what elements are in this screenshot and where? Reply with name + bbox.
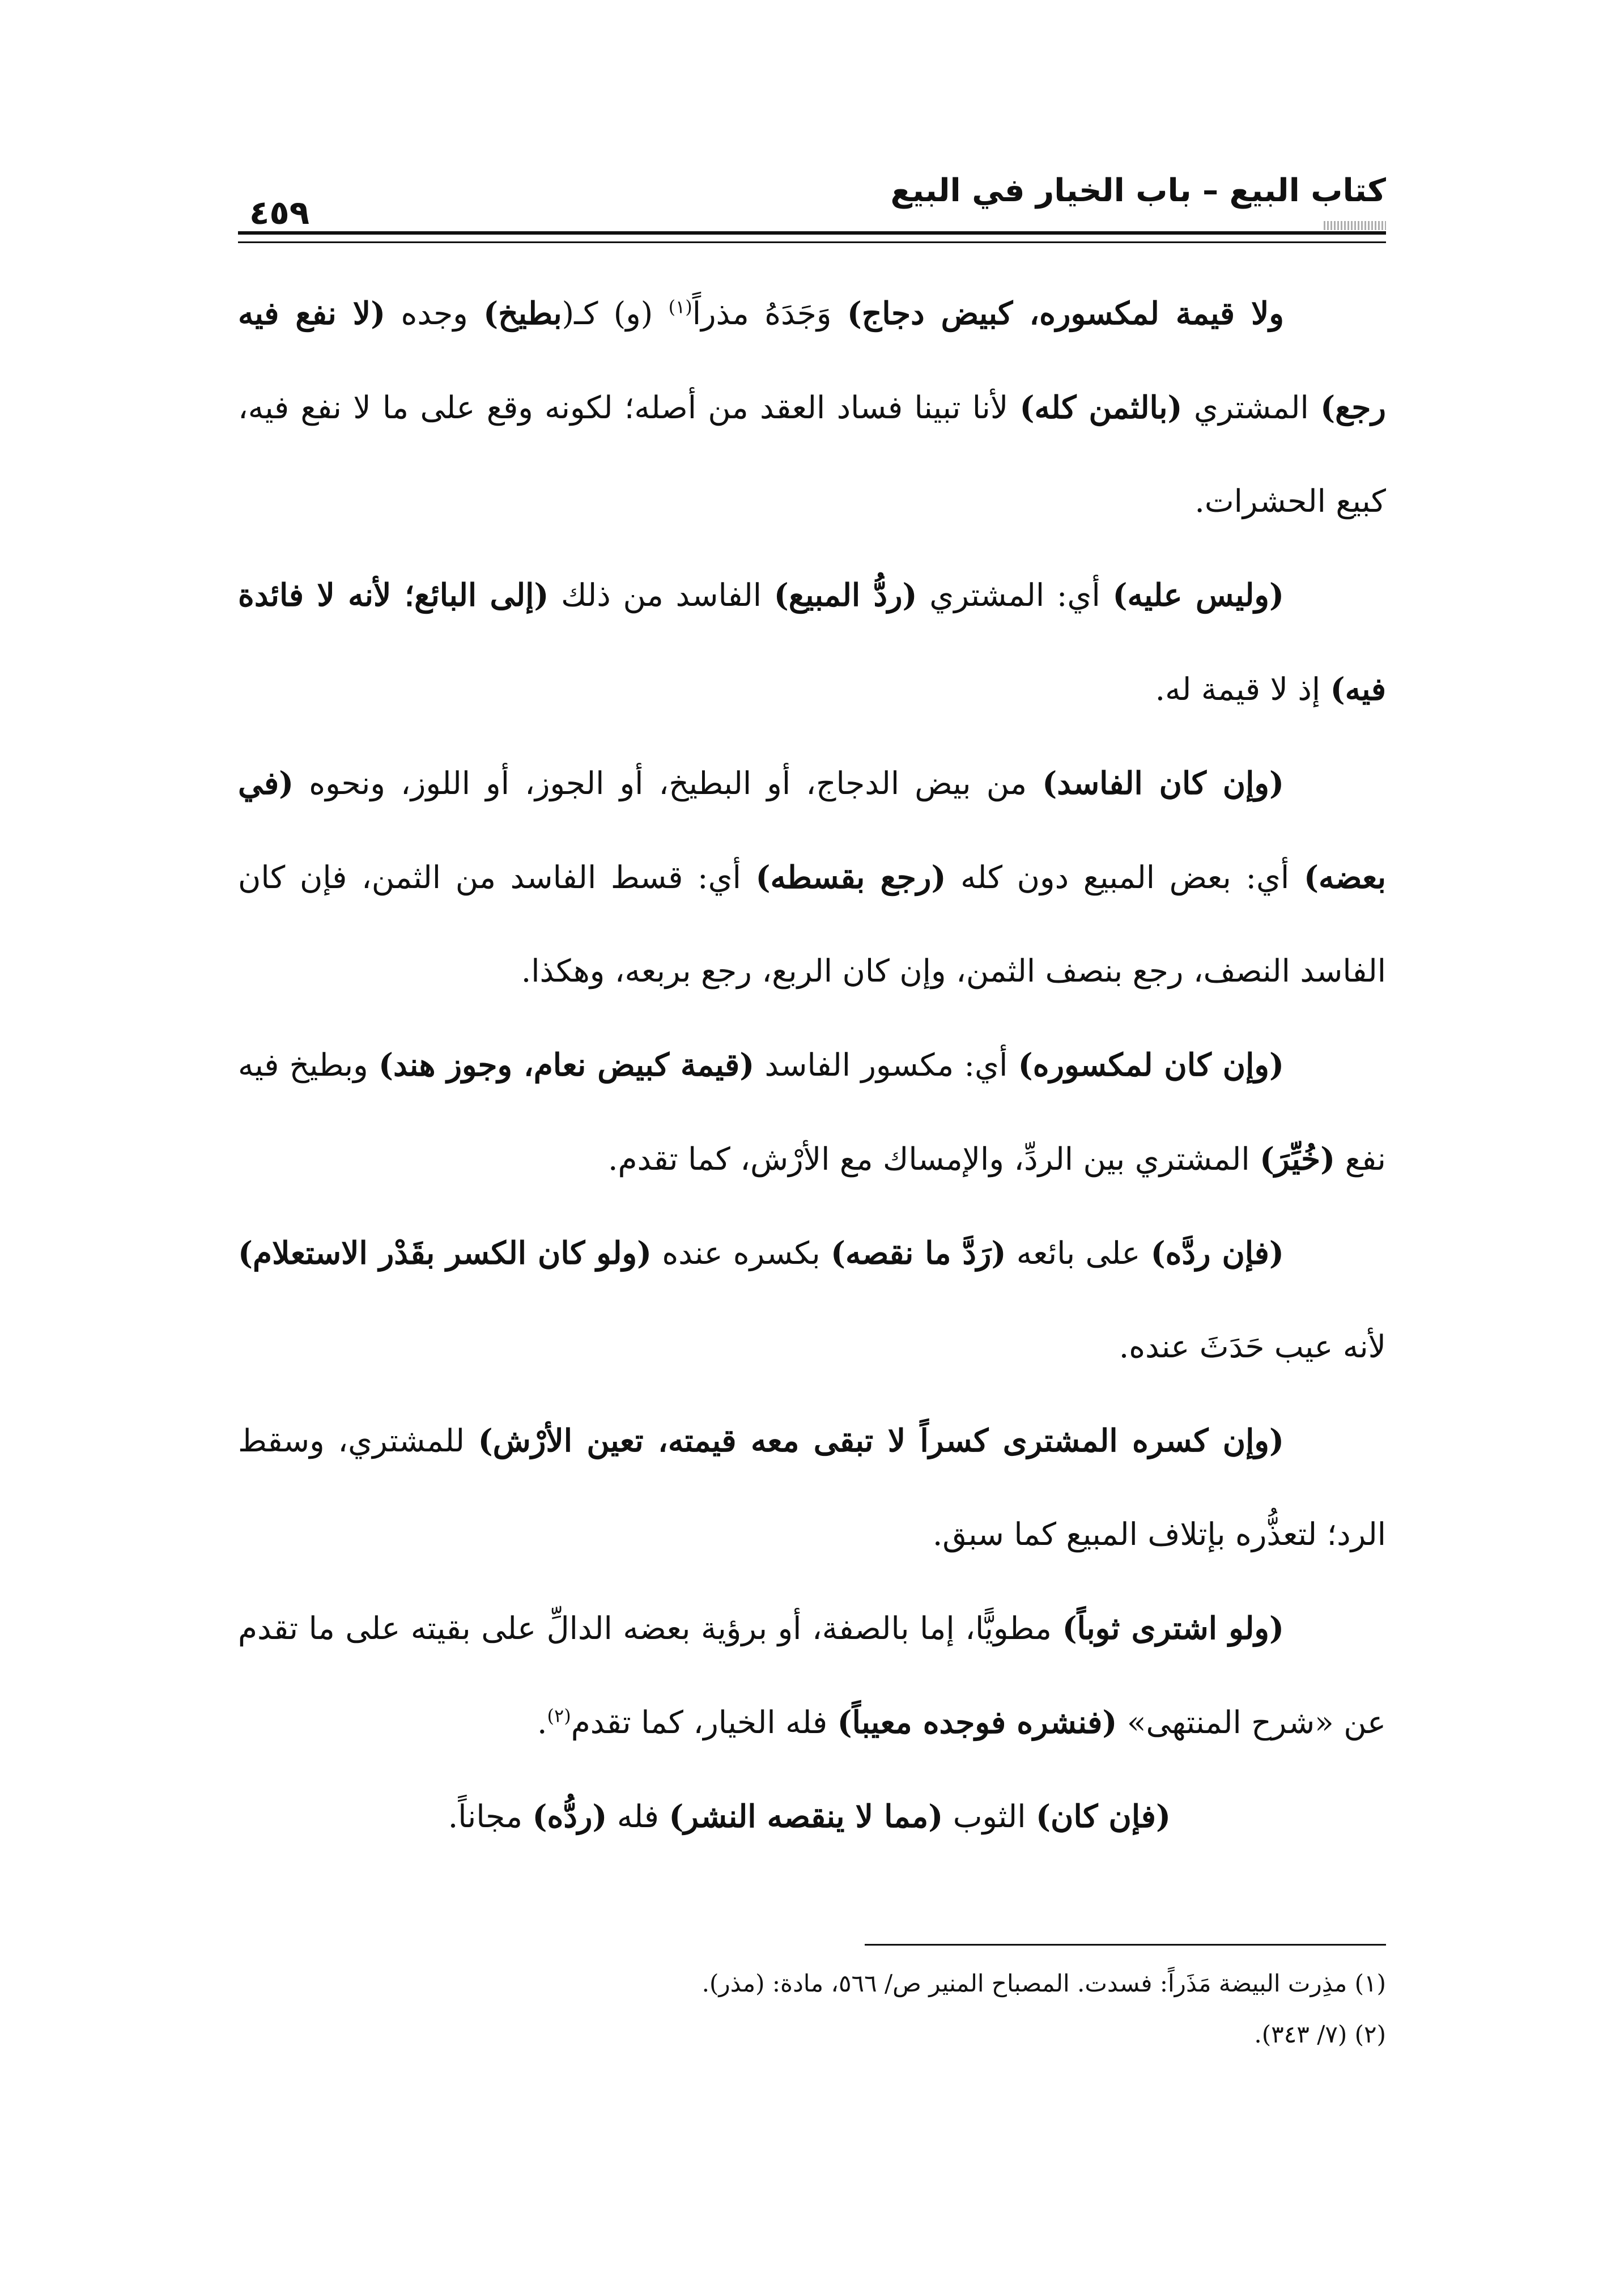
matn-text: (بالثمن كله) — [1019, 389, 1183, 426]
paragraph — [238, 548, 1386, 736]
page-number: ٤٥٩ — [249, 193, 310, 232]
footnote-2: (٢) (٧/ ٣٤٣). — [1254, 2020, 1386, 2048]
sharh-text: المشتري بين الردِّ، والإمساك مع الأرْش، كما تقدم. — [608, 1141, 1260, 1177]
footnote-marker: (١) — [668, 296, 692, 318]
matn-text: (لا نفع فيه رجع) — [238, 295, 1386, 426]
sharh-text: وبطيخ فيه نفع — [238, 1047, 1386, 1177]
matn-text: (وليس عليه) — [1112, 576, 1285, 613]
sharh-text: على بائعه — [1006, 1235, 1151, 1271]
matn-text: (إلى البائع؛ لأنه لا فائدة فيه) — [238, 576, 1386, 707]
sharh-text: مطويًّا، إما بالصفة، أو برؤية بعضه الدالِّ على بقيته على ما تقدم عن «شرح المنتهى» — [238, 1610, 1386, 1740]
sharh-text: فله الخيار، كما تقدم — [571, 1704, 837, 1740]
sharh-text: أي: قسط الفاسد من الثمن، فإن كان الفاسد النصف، رجع بنصف الثمن، وإن كان الربع، رجع بربعه، وهكذا. — [238, 859, 1386, 989]
sharh-text: لأنه عيب حَدَثَ عنده. — [1119, 1328, 1386, 1365]
sharh-text: الفاسد من ذلك — [549, 577, 774, 613]
footnote-marker: (٢) — [547, 1705, 571, 1727]
sharh-text: بكسره عنده — [652, 1235, 831, 1271]
matn-text: (في بعضه) — [238, 765, 1386, 895]
running-header — [238, 164, 1386, 238]
sharh-text: وجده — [385, 295, 484, 332]
matn-text: (فنشره فوجده معيباً) — [837, 1704, 1117, 1740]
matn-text: (ردُّه) — [532, 1798, 607, 1835]
sharh-text: . — [537, 1704, 547, 1740]
matn-text: (رَدَّ ما نقصه) — [830, 1234, 1006, 1271]
sharh-text: إذ لا قيمة له. — [1155, 671, 1330, 707]
matn-text: (فإن ردَّه) — [1150, 1234, 1284, 1271]
sharh-text: أي: المشتري — [917, 577, 1113, 613]
matn-text: (ولو اشترى ثوباً) — [1062, 1610, 1284, 1646]
paragraph — [238, 1206, 1386, 1394]
paragraph — [238, 1394, 1386, 1581]
matn-text: (ولو كان الكسر بقَدْر الاستعلام) — [238, 1234, 652, 1271]
footnotes — [238, 1958, 1386, 2060]
matn-text: (ردُّ المبيع) — [773, 576, 917, 613]
sharh-text: لأنا تبينا فساد العقد من أصله؛ لكونه وقع على ما لا نفع فيه، كبيع الحشرات. — [238, 389, 1386, 519]
header-rule — [238, 231, 1386, 243]
footnote-1: (١) مذِرت البيضة مَذَراً: فسدت. المصباح المنير ص/ ٥٦٦، مادة: (مذر). — [702, 1969, 1386, 1997]
matn-text: (وإن كان لمكسوره) — [1018, 1046, 1284, 1083]
matn-text: بطيخ) — [483, 295, 562, 332]
paragraph — [238, 1769, 1386, 1863]
matn-text: (رجع بقسطه) — [755, 859, 946, 895]
sharh-text: من بيض الدجاج، أو البطيخ، أو الجوز، أو اللوز، ونحوه — [294, 765, 1043, 801]
sharh-text: للمشتري، وسقط الرد؛ لتعذُّره بإتلاف المبيع كما سبق. — [238, 1422, 1386, 1552]
matn-text: (وإن كسره المشترى كسراً لا تبقى معه قيمته، تعين الأرْش) — [478, 1422, 1284, 1459]
sharh-text: المشتري — [1182, 389, 1321, 426]
matn-text: (فإن كان) — [1036, 1798, 1171, 1835]
header-rule-shade — [1324, 221, 1386, 230]
chapter-title: كتاب البيع – باب الخيار في البيع — [890, 172, 1386, 209]
paragraph — [238, 1018, 1386, 1206]
paragraph — [238, 736, 1386, 1018]
sharh-text: (و) كـ( — [562, 295, 669, 332]
sharh-text: فله — [607, 1798, 669, 1835]
matn-text: (وإن كان الفاسد) — [1042, 765, 1284, 801]
sharh-text: وَجَدَهُ مذراً — [692, 295, 847, 332]
matn-text: ولا قيمة لمكسوره، كبيض دجاج) — [847, 295, 1284, 332]
matn-text: (مما لا ينقصه النشر) — [669, 1798, 943, 1835]
paragraph — [238, 266, 1386, 548]
sharh-text: أي: مكسور الفاسد — [754, 1047, 1018, 1083]
sharh-text: الثوب — [943, 1798, 1036, 1835]
body-text — [238, 266, 1386, 1863]
sharh-text: أي: بعض المبيع دون كله — [946, 859, 1304, 895]
matn-text: (قيمة كبيض نعام، وجوز هند) — [379, 1046, 755, 1083]
sharh-text: مجاناً. — [448, 1798, 533, 1835]
footnote-rule — [865, 1944, 1386, 1946]
matn-text: (خُيِّرَ) — [1260, 1140, 1336, 1177]
paragraph — [238, 1581, 1386, 1769]
